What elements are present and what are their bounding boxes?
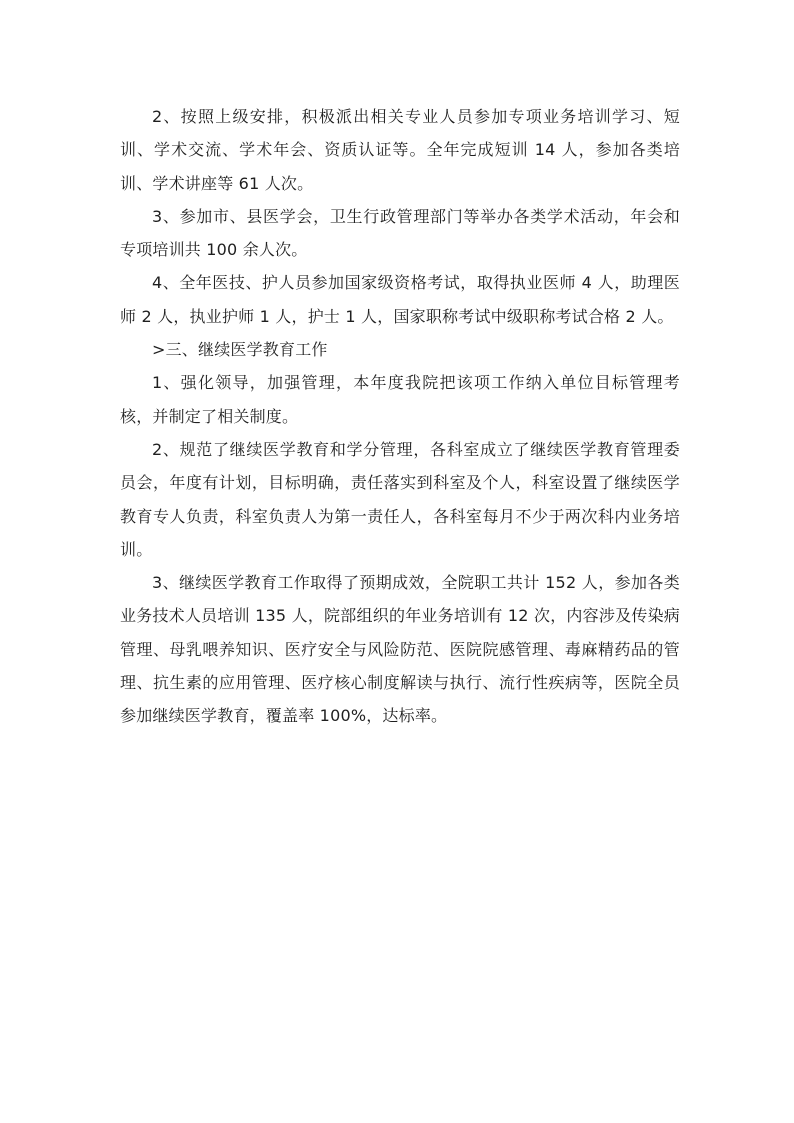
paragraph-training-shortcourse: 2、按照上级安排，积极派出相关专业人员参加专项业务培训学习、短训、学术交流、学术年会、资质认证等。全年完成短训 14 人，参加各类培训、学术讲座等 61 人次。 — [120, 107, 680, 193]
document-body — [120, 100, 680, 733]
paragraph-leadership-management: 1、强化领导，加强管理，本年度我院把该项工作纳入单位目标管理考核，并制定了相关制度。 — [120, 373, 680, 426]
paragraph-qualification-exams: 4、全年医技、护人员参加国家级资格考试，取得执业医师 4 人，助理医师 2 人，执业护师 1 人，护士 1 人，国家职称考试中级职称考试合格 2 人。 — [120, 273, 680, 326]
paragraph-credit-management: 2、规范了继续医学教育和学分管理，各科室成立了继续医学教育管理委员会，年度有计划，目标明确，责任落实到科室及个人，科室设置了继续医学教育专人负责，科室负责人为第一责任人，各科室每月不少于两次科内业务培训。 — [120, 439, 680, 559]
paragraph-education-results: 3、继续医学教育工作取得了预期成效，全院职工共计 152 人，参加各类业务技术人员培训 135 人，院部组织的年业务培训有 12 次，内容涉及传染病管理、母乳喂养知识、医疗安全与风险防范、医院院感管理、毒麻精药品的管理、抗生素的应用管理、医疗核心制度解读与执行、流行性疾病等，医院全员参加继续医学教育，覆盖率 100%，达标率。 — [120, 573, 680, 726]
section-heading-continuing-education: >三、继续医学教育工作 — [152, 340, 328, 360]
paragraph-academic-activities: 3、参加市、县医学会，卫生行政管理部门等举办各类学术活动，年会和专项培训共 100 余人次。 — [120, 206, 680, 260]
